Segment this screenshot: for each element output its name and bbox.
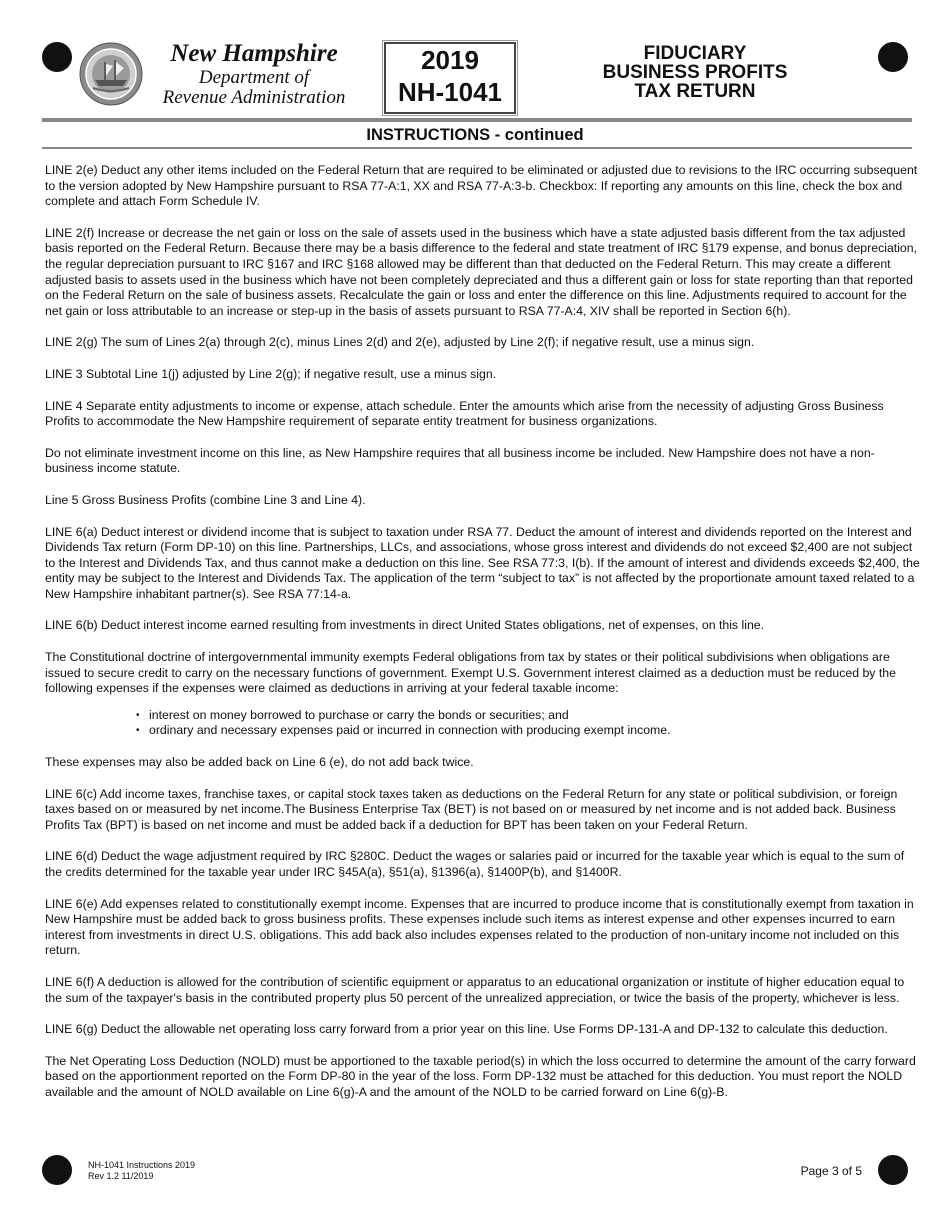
paragraph-line-3: LINE 3 Subtotal Line 1(j) adjusted by Line 2(g); if negative result, use a minus sign.	[45, 366, 497, 381]
paragraph-constitutional-doctrine: The Constitutional doctrine of intergovernmental immunity exempts Federal obligations from tax by states or their political subdivisions when obligations are issued to secure credit to carry on the necessary functions of government. Exempt U.S. Government interest claimed as a deduction must be reduced by the following expenses if the expenses were claimed as deductions in arriving at your federal taxable income:	[45, 650, 896, 696]
footer-doc-name: NH-1041 Instructions 2019	[88, 1160, 196, 1170]
paragraph-line-6f: LINE 6(f) A deduction is allowed for the contribution of scientific equipment or apparatus to an educational organization or institute of higher education equal to the sum of the taxpayer's basis in the contributed property plus 50 percent of the unrealized appreciation, or twice the basis of the property, whichever is less.	[45, 974, 905, 1005]
agency-name-block	[148, 40, 360, 109]
paragraph-line-6e: LINE 6(e) Add expenses related to constitutionally exempt income. Expenses that are incurred to produce income that is constitutionally exempt from taxation in New Hampshire must be added back to gross business profits. These expenses include such items as interest expense and other expenses incurred to earn interest from investments in direct U.S. obligations. This add back also includes expenses related to the production of non-unitary income not included on this return.	[45, 896, 914, 958]
paragraph-line-6d: LINE 6(d) Deduct the wage adjustment required by IRC §280C. Deduct the wages or salaries paid or incurred for the taxable year which is equal to the sum of the credits determined for the taxable year under IRC §45A(a), §51(a), §1396(a), §1400P(b), and §1400R.	[45, 849, 905, 879]
instructions-body	[45, 163, 921, 1117]
document-title-line2: BUSINESS PROFITS	[602, 62, 788, 83]
paragraph-line-6c: LINE 6(c) Add income taxes, franchise taxes, or capital stock taxes taken as deductions on the Federal Return for any state or political subdivision, or foreign taxes based on or measured by net income.The Business Enterprise Tax (BET) is not based on or measured by net income and is not added back. Business Profits Tax (BPT) is based on net income and must be added back if a deduction for BPT has been taken on your Federal Return.	[45, 786, 898, 832]
paragraph-line-6a: LINE 6(a) Deduct interest or dividend income that is subject to taxation under RSA 77. Deduct the amount of interest and dividends reported on the Interest and Dividends Tax return (Form DP-10) on this line. Partnerships, LLCs, and associations, whose gross interest and dividends do not exceed $2,400 are not subject to the Interest and Dividends Tax, and thus cannot make a deduction on this line. See RSA 77:3, I(b). If the amount of interest and dividends exceeds $2,400, the entity may be subject to the Interest and Dividends Tax. The application of the term “subject to tax” is not affected by the proportionate amount taxed related to a New Hampshire inhabitant partner(s). See RSA 77:14-a.	[45, 524, 920, 601]
paragraph-investment-income: Do not eliminate investment income on this line, as New Hampshire requires that all business income be included. New Hampshire does not have a non-business income statute.	[45, 445, 875, 476]
agency-department: Department of	[198, 66, 310, 88]
paragraph-line-4: LINE 4 Separate entity adjustments to income or expense, attach schedule. Enter the amounts which arise from the necessity of adjusting Gross Business Profits to accommodate the New Hampshire requirement of separate entity treatment for business organizations.	[45, 398, 884, 429]
punch-hole-top-left	[42, 42, 72, 72]
form-year: 2019	[421, 45, 479, 75]
paragraph-line-2e: LINE 2(e) Deduct any other items included on the Federal Return that are required to be eliminated or adjusted due to revisions to the IRC occurring subsequent to the version adopted by New Hampshire pursuant to RSA 77-A:1, XX and RSA 77-A:3-b. Checkbox: If reporting any amounts on this line, check the box and complete and attach Form Schedule IV.	[45, 163, 918, 209]
form-id-box	[384, 42, 516, 114]
form-number: NH-1041	[397, 77, 503, 107]
punch-hole-bottom-right	[878, 1155, 908, 1185]
paragraph-line-2f: LINE 2(f) Increase or decrease the net gain or loss on the sale of assets used in the business which have a state adjusted basis different from the tax adjusted basis reported on the Federal Return. Because there may be a basis difference to the federal and state treatment of IRC §179 expense, and bonus depreciation, the regular depreciation pursuant to IRC §167 and IRC §168 allowed may be different than that deducted on the Federal Return. This may create a different adjusted basis to assets used in the business which have not been completely depreciated and thus a different gain or loss for state reporting than that reported on the Federal Return on the sale of business assets. Recalculate the gain or loss and enter the difference on this line. Adjustments required to account for the net gain or loss attributable to an increase or step-up in the basis of assets pursuant to RSA 77-A:4, XIV shall be reported in Section 6(h).	[45, 225, 918, 318]
footer-doc-info	[88, 1160, 195, 1182]
header-divider	[42, 118, 912, 122]
document-title	[580, 44, 810, 101]
document-title-line3: TAX RETURN	[634, 81, 756, 102]
expense-bullet-list	[45, 708, 921, 739]
document-title-line1: FIDUCIARY	[643, 43, 747, 64]
section-title: INSTRUCTIONS - continued	[366, 126, 584, 144]
agency-revenue-administration: Revenue Administration	[162, 87, 346, 109]
paragraph-line-6b: LINE 6(b) Deduct interest income earned resulting from investments in direct United States obligations, net of expenses, on this line.	[45, 618, 765, 633]
page-number: Page 3 of 5	[800, 1164, 862, 1178]
paragraph-line-6g: LINE 6(g) Deduct the allowable net operating loss carry forward from a prior year on this line. Use Forms DP-131-A and DP-132 to calculate this deduction.	[45, 1022, 888, 1037]
list-item: • interest on money borrowed to purchase or carry the bonds or securities; and	[140, 708, 921, 724]
paragraph-line-2g: LINE 2(g) The sum of Lines 2(a) through 2(c), minus Lines 2(d) and 2(e), adjusted by Line 2(f); if negative result, use a minus sign.	[45, 335, 755, 350]
punch-hole-top-right	[878, 42, 908, 72]
agency-name: New Hampshire	[170, 40, 338, 67]
section-divider	[42, 147, 912, 149]
paragraph-nold: The Net Operating Loss Deduction (NOLD) must be apportioned to the taxable period(s) in which the loss occurred to determine the amount of the carry forward based on the apportionment reported on the Form DP-80 in the year of the loss. Form DP-132 must be attached for this deduction. You must report the NOLD available and the amount of NOLD available on Line 6(g)-A and the amount of the NOLD to be carried forward on Line 6(g)-B.	[45, 1053, 916, 1099]
punch-hole-bottom-left	[42, 1155, 72, 1185]
list-item: • ordinary and necessary expenses paid or incurred in connection with producing exempt income.	[140, 723, 921, 739]
paragraph-add-back-note: These expenses may also be added back on Line 6 (e), do not add back twice.	[45, 755, 474, 770]
nh-state-seal-icon	[79, 42, 143, 106]
paragraph-line-5: Line 5 Gross Business Profits (combine Line 3 and Line 4).	[45, 492, 366, 507]
footer-revision: Rev 1.2 11/2019	[88, 1171, 154, 1181]
